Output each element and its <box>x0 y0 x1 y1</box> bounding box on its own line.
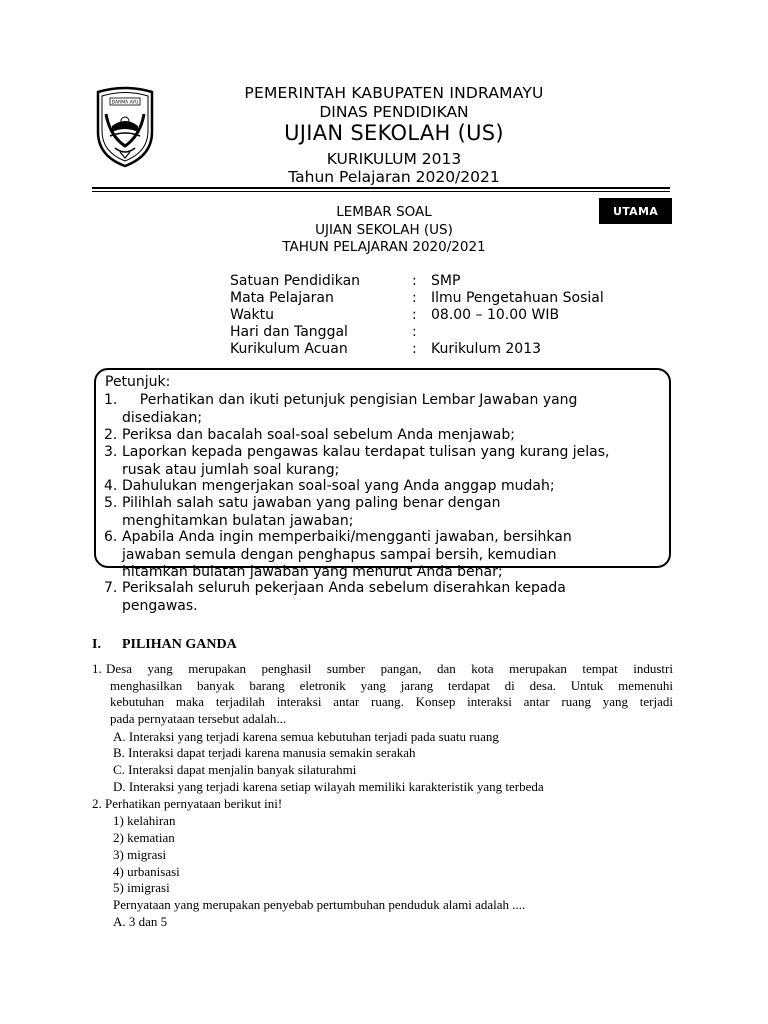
instruction-number: 1. <box>104 392 118 408</box>
statement-item: 5) imigrasi <box>113 880 170 895</box>
instruction-line: Dahulukan mengerjakan soal-soal yang Anda anggap mudah; <box>122 478 555 494</box>
info-value: 08.00 – 10.00 WIB <box>431 307 560 323</box>
instruction-line: Perhatikan dan ikuti petunjuk pengisian Lembar Jawaban yang <box>122 392 578 408</box>
logo-text: DARMA AYU <box>111 100 139 106</box>
info-label: Hari dan Tanggal <box>230 324 348 340</box>
answer-option: A. Interaksi yang terjadi karena semua kebutuhan terjadi pada suatu ruang <box>113 729 499 744</box>
info-colon: : <box>412 341 417 357</box>
info-label: Satuan Pendidikan <box>230 273 361 289</box>
instruction-line: Pilihlah salah satu jawaban yang paling benar dengan <box>122 495 501 511</box>
info-value: SMP <box>431 273 461 289</box>
utama-badge: UTAMA <box>599 198 672 224</box>
info-colon: : <box>412 324 417 340</box>
question-prompt: Pernyataan yang merupakan penyebab pertumbuhan penduduk alami adalah .... <box>113 897 526 912</box>
statement-item: 3) migrasi <box>113 847 167 862</box>
instruction-line: Laporkan kepada pengawas kalau terdapat tulisan yang kurang jelas, <box>122 444 610 460</box>
instruction-line: Apabila Anda ingin memperbaiki/mengganti jawaban, bersihkan <box>122 529 572 545</box>
info-label: Mata Pelajaran <box>230 290 334 306</box>
header-curriculum: KURIKULUM 2013 <box>326 150 462 168</box>
answer-option: B. Interaksi dapat terjadi karena manusia semakin serakah <box>113 745 416 760</box>
instruction-number: 2. <box>104 427 118 443</box>
header-exam-title: UJIAN SEKOLAH (US) <box>284 121 504 145</box>
answer-option: C. Interaksi dapat menjalin banyak silaturahmi <box>113 762 357 777</box>
question-line: kebutuhan maka terjadilah interaksi antar ruang. Konsep interaksi antar ruang yang terjadi <box>110 694 673 710</box>
header-government: PEMERINTAH KABUPATEN INDRAMAYU <box>244 84 544 102</box>
question-2 <box>92 796 282 813</box>
header-divider <box>92 187 670 189</box>
info-value: Kurikulum 2013 <box>431 341 542 357</box>
instruction-line: menghitamkan bulatan jawaban; <box>122 512 354 529</box>
instruction-line: pengawas. <box>122 597 198 614</box>
instruction-line: hitamkan bulatan jawaban yang menurut Anda benar; <box>122 564 503 580</box>
instruction-line: jawaban semula dengan penghapus sampai bersih, kemudian <box>122 546 557 563</box>
question-number: 2. <box>92 796 102 811</box>
statement-item: 4) urbanisasi <box>113 864 180 879</box>
instruction-line: Periksalah seluruh pekerjaan Anda sebelum diserahkan kepada <box>122 580 566 596</box>
header-divider-thin <box>92 191 670 192</box>
instruction-number: 5. <box>104 495 118 511</box>
info-value: Ilmu Pengetahuan Sosial <box>431 290 604 306</box>
info-colon: : <box>412 307 417 323</box>
info-colon: : <box>412 290 417 306</box>
question-1 <box>92 661 673 728</box>
instruction-line: disediakan; <box>122 409 203 426</box>
instruction-line: rusak atau jumlah soal kurang; <box>122 461 340 478</box>
instruction-number: 4. <box>104 478 118 494</box>
instructions-title: Petunjuk: <box>105 374 171 390</box>
question-number: 1. <box>92 661 102 676</box>
instruction-number: 6. <box>104 529 118 545</box>
section-number: I. <box>92 637 101 652</box>
instruction-line: Periksa dan bacalah soal-soal sebelum Anda menjawab; <box>122 427 515 443</box>
header-academic-year: Tahun Pelajaran 2020/2021 <box>288 168 500 186</box>
statement-item: 1) kelahiran <box>113 813 176 828</box>
section-title: PILIHAN GANDA <box>121 637 237 652</box>
instruction-number: 7. <box>104 580 118 596</box>
instruction-number: 3. <box>104 444 118 460</box>
subheader-year: TAHUN PELAJARAN 2020/2021 <box>282 239 486 255</box>
info-label: Kurikulum Acuan <box>230 341 348 357</box>
question-line: menghasilkan banyak barang eletronik yang jarang terdapat di desa. Untuk memenuhi <box>110 677 673 693</box>
header-department: DINAS PENDIDIKAN <box>319 103 469 121</box>
info-label: Waktu <box>230 307 274 323</box>
answer-option: D. Interaksi yang terjadi karena setiap wilayah memiliki karakteristik yang terbeda <box>113 779 544 794</box>
subheader-exam: UJIAN SEKOLAH (US) <box>315 222 453 238</box>
question-line: Desa yang merupakan penghasil sumber pangan, dan kota merupakan tempat industri <box>106 661 673 676</box>
answer-option: A. 3 dan 5 <box>113 914 168 929</box>
question-line: pada pernyataan tersebut adalah... <box>110 711 287 727</box>
info-colon: : <box>412 273 417 289</box>
statement-item: 2) kematian <box>113 830 175 845</box>
question-line: Perhatikan pernyataan berikut ini! <box>105 796 283 811</box>
section-heading <box>92 637 237 653</box>
subheader-sheet: LEMBAR SOAL <box>336 204 432 220</box>
